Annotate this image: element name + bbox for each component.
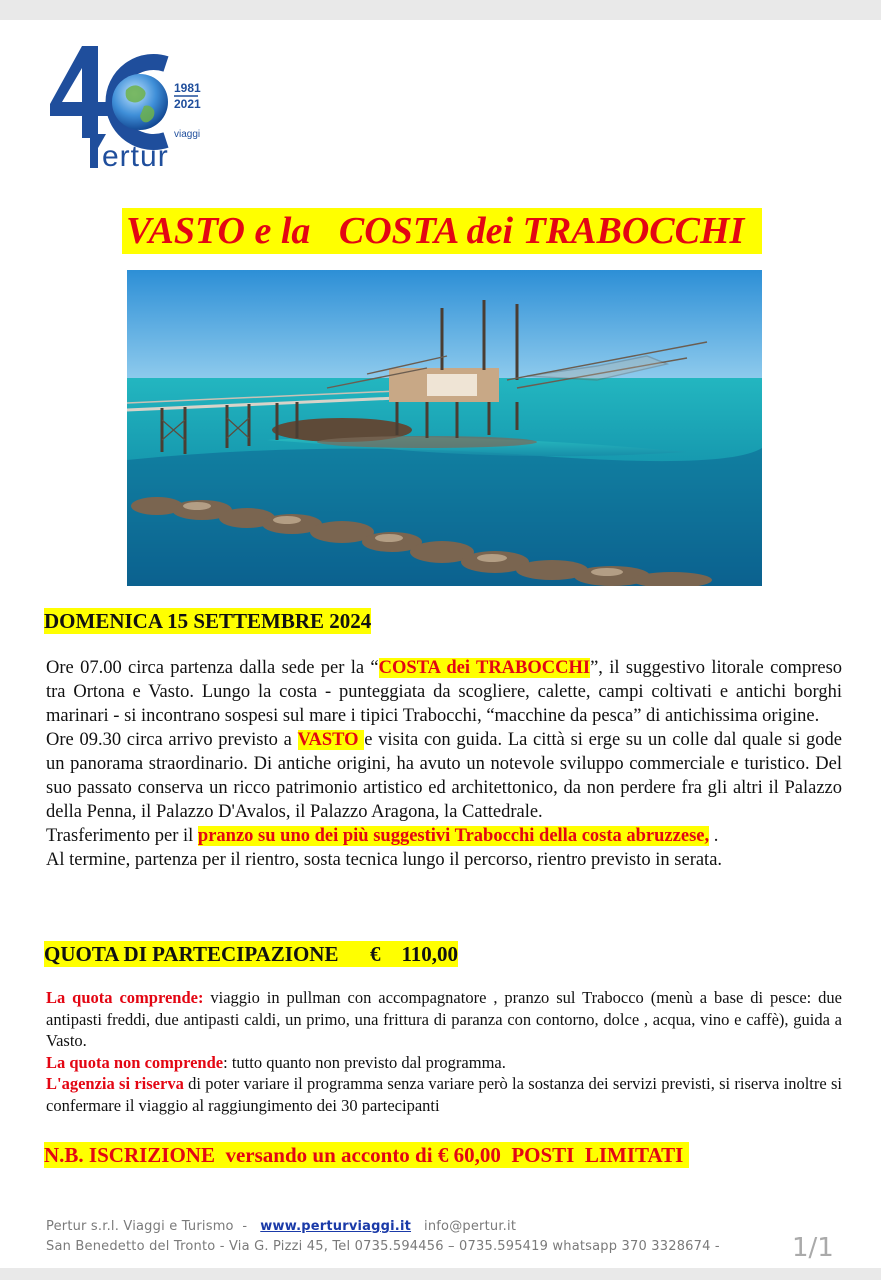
includes-label: La quota comprende: — [46, 988, 204, 1007]
page-indicator: 1/1 — [792, 1233, 834, 1263]
itinerary-paragraph-return: Al termine, partenza per il rientro, sosta tecnica lungo il percorso, rientro previsto in serata. — [46, 850, 723, 870]
email-address: info@pertur.it — [411, 1219, 517, 1234]
logo-year-end: 2021 — [174, 97, 201, 111]
footer — [46, 1217, 720, 1257]
logo-year-start: 1981 — [174, 81, 201, 95]
page-title: VASTO e la COSTA dei TRABOCCHI — [122, 208, 762, 254]
pertur-logo — [48, 44, 208, 179]
nb-registration-note: N.B. ISCRIZIONE versando un acconto di € 60,00 POSTI LIMITATI — [44, 1143, 689, 1167]
globe-icon — [112, 74, 168, 130]
logo-brand: ertur — [102, 140, 169, 173]
itinerary-text — [46, 656, 842, 872]
itinerary-paragraph-vasto: Ore 09.30 circa arrivo previsto a VASTO e visita con guida. La città si erge su un colle dal quale si gode un panorama straordinario. Di antiche origini, ha avuto un notevole sviluppo commerciale e turistico. Del suo passato conserva un ricco patrimonio artistico ed architettonico, da non perdere fra gli altri il Palazzo della Penna, il Palazzo D'Avalos, il Palazzo Aragona, la Cattedrale. — [46, 730, 842, 822]
logo-subtitle: viaggi — [174, 129, 201, 140]
highlight-lunch: pranzo su uno dei più suggestivi Trabocchi della costa abruzzese, — [197, 826, 710, 846]
itinerary-paragraph-lunch: Trasferimento per il pranzo su uno dei più suggestivi Trabocchi della costa abruzzese, . — [46, 826, 719, 846]
highlight-costa: COSTA dei TRABOCCHI — [378, 658, 591, 678]
includes-paragraph: La quota comprende: viaggio in pullman con accompagnatore , pranzo sul Trabocco (menù a base di pesce: due antipasti freddi, due antipasti caldi, un primo, una frittura di paranza con contorno, dolce , acqua, vino e caffè), guida a Vasto. — [46, 988, 842, 1050]
excludes-paragraph: La quota non comprende: tutto quanto non previsto dal programma. — [46, 1052, 506, 1072]
itinerary-paragraph-departure: Ore 07.00 circa partenza dalla sede per la “COSTA dei TRABOCCHI”, il suggestivo litorale compreso tra Ortona e Vasto. Lungo la costa - punteggiata da scogliere, calette, campi coltivati e antichi borghi marinari - si incontrano sospesi sul mare i tipici Trabocchi, “macchine da pesca” di antichissima origine. — [46, 658, 843, 726]
logo-digit-four — [50, 46, 108, 138]
highlight-vasto: VASTO — [297, 730, 365, 750]
reserve-label: L'agenzia si riserva — [46, 1074, 184, 1093]
price-heading: QUOTA DI PARTECIPAZIONE € 110,00 — [44, 942, 459, 966]
document-page — [0, 20, 881, 1268]
excludes-label: La quota non comprende — [46, 1052, 224, 1072]
footer-line-address: San Benedetto del Tronto - Via G. Pizzi 45, Tel 0735.594456 – 0735.595419 whatsapp 370 3328674 - — [46, 1239, 720, 1254]
conditions-text — [46, 987, 842, 1116]
footer-line-company: Pertur s.r.l. Viaggi e Turismo - www.perturviaggi.it info@pertur.it — [46, 1219, 517, 1234]
reserve-paragraph: L'agenzia si riserva di poter variare il programma senza variare però la sostanza dei servizi previsti, si riserva inoltre si confermare il viaggio al raggiungimento dei 30 partecipanti — [46, 1074, 843, 1115]
date-heading: DOMENICA 15 SETTEMBRE 2024 — [44, 609, 372, 633]
trabocco-photo — [127, 270, 762, 586]
website-link[interactable]: www.perturviaggi.it — [260, 1219, 412, 1234]
